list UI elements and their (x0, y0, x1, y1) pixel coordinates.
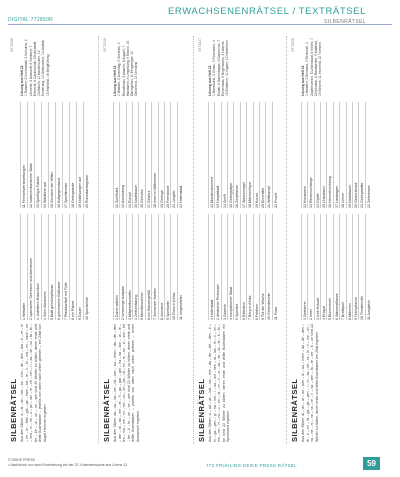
clue-item: 18 Insel im Mittelmeer (151, 102, 157, 208)
clue-item: 1 Hafenstadt (208, 214, 214, 320)
clue-item: 4 Sohn Abrahams (41, 214, 47, 320)
clue-item: 11 Fluss (272, 214, 278, 320)
clue-item: 2 schwierige Aufgabe (119, 214, 125, 320)
footer-issue: 772 FRÜHLING DEIKE PRESS RÄTSEL (206, 463, 298, 468)
puzzle-number: 0972026 (103, 38, 107, 52)
solution-text: 1 Halbzeit, 2 Einstand, 3 Reiseziel, 4 Zapfenstreich, 5 Lebenslauf, 6 Irrlicht, 7 Chorknabe, 8 Handwerker, 9 Kaltfront, 10 Einkehr, 11 Innenhof, 12 Trommel (305, 38, 323, 96)
footer-reprint-note: • Nachdruck nur nach Erscheinung bei der 22. Kalenderwoche aus Lizenz 12 (8, 462, 128, 467)
clue-item: 5 Blatt gemüsepflanze (48, 214, 54, 320)
clue-item: 5 Mondbewohner (138, 214, 144, 320)
clue-item: 19 Kurort (253, 102, 259, 208)
clue-item: 14 Rumpf (126, 102, 132, 208)
solution-title: Lösung aus Heft 22 (113, 65, 117, 96)
page-subtitle: SILBENRÄTSEL (323, 19, 366, 25)
clue-item: 4 Erbgut (320, 214, 326, 320)
clue-item: 12 Kunstwerk (301, 102, 307, 208)
puzzle-content (289, 36, 376, 444)
clue-item: 10 Fluss in Afrika (170, 214, 176, 320)
puzzle-instructions: Aus den Silben: ab – ax – ba – be – bil – bor – bu – chen – da – de – den – der – di – do – ein – el – fi – ga – gar – gel – ha – ka – kon – la – le – len – ma – me – mi – nel – no – on – pa – ra – rin – ro – se – si – son – tel – ter – ti – to – un – ve – zen sind 22 Wörter zu bilden, deren erste und dritte Buchstaben – jeweils von oben nach unten gelesen – einen Ausspruch ergeben. (113, 324, 140, 442)
clue-item: 11 Fernsehwerbezeitungen (20, 102, 26, 208)
puzzle-content (8, 36, 95, 444)
clue-item: 20 Gewürzkraut (352, 102, 358, 208)
puzzle-number: 0972028 (291, 38, 295, 52)
footer-copyright: © DEIKE PRESS (8, 458, 35, 462)
clue-item: 20 Ruhestandsgeber (83, 102, 89, 208)
clue-item: 10 Sportschuh (83, 214, 89, 320)
solution-block (113, 38, 185, 96)
clue-item: 2 spanischer Seemann und Abenteurer (27, 214, 33, 320)
solution-title: Lösung aus Heft 22 (208, 65, 212, 96)
clue-list (113, 100, 185, 320)
clue-list (301, 100, 373, 320)
clue-item: 15 Vorname der Witter (48, 102, 54, 208)
clue-item: 18 Gebirgsleute (69, 102, 75, 208)
clue-item: 15 Gebirgsjäger (227, 102, 233, 208)
clue-item: 18 Lehrer (339, 102, 345, 208)
clue-item: 7 Plastikartikel mit Tülle (62, 214, 68, 320)
puzzle-title: SILBENRÄTSEL (197, 378, 206, 442)
puzzle-number: 0972027 (198, 38, 202, 52)
solution-title: Lösung aus Heft 22 (20, 65, 24, 96)
puzzle-content (196, 36, 283, 444)
clue-item: 6 Wasserpflanze (333, 214, 339, 320)
puzzle-title: SILBENRÄTSEL (290, 378, 299, 442)
clue-item: 1 Weltalter (20, 214, 26, 320)
column-divider (286, 36, 287, 444)
clue-item: 22 Zeitmesser (365, 102, 371, 208)
clue-item: 20 Fremdwort (164, 102, 170, 208)
clue-item: 3 Jodeltiere Brauchtum (34, 214, 40, 320)
column-divider (193, 36, 194, 444)
puzzle-number: 0972025 (10, 38, 14, 52)
clue-item: 12 südamerikanischer Staat (27, 102, 33, 208)
clue-item: 15 Urlaubsort (320, 102, 326, 208)
clue-item: 8 Feldherr (253, 214, 259, 320)
solution-block (20, 38, 92, 96)
puzzle-column (101, 36, 188, 444)
clue-item: 19 Notlösungen auf (76, 102, 82, 208)
clue-item: 14 Schiff (221, 102, 227, 208)
clue-item: 11 Vorgesetzter (177, 214, 183, 320)
clue-item: 8 Märchen (346, 214, 352, 320)
clue-item: 17 Wasservogel (240, 102, 246, 208)
clue-item: 21 Wettkampf (265, 102, 271, 208)
clue-item: 9 Teichpflanze (352, 214, 358, 320)
header-right (168, 6, 366, 25)
puzzle-column (8, 36, 95, 444)
clue-item: 15 Nadelbaum (132, 102, 138, 208)
clue-item: 12 Schiffsteil (113, 102, 119, 208)
page-number: 59 (363, 457, 380, 470)
clue-item: 19 Nadelbaum (346, 102, 352, 208)
clue-item: 19 Gebirge (158, 102, 164, 208)
page-title: ERWACHSENENRÄTSEL / TEXTRÄTSEL (167, 6, 366, 17)
clue-item: 21 Jungtier (170, 102, 176, 208)
clue-item: 9 Dauer (76, 214, 82, 320)
clue-item: 16 Kultgegenstand (55, 102, 61, 208)
clue-item: 8 ein Planet (69, 214, 75, 320)
solution-text: 1 Rotwein, 2 Irrsinnstadt, 3 Vorkunst, 4 Uhrkette, 5 Auskunft, 6 Seefahrt, 7 Erbrecht, 8 Cardeschaft, 9 Kunststoff, 10 Abkehr, 11 Kamelrücken, 12 Forderung, 13 Glasmalerei, 14 Ausfall, 15 Fallhöhe, 16 Bergfrühling (24, 39, 50, 96)
puzzle-instructions: Aus den Silben: a – al – an – ber – bo – cho – de – den – dia – e – ef – ei – en – er – fekt – gal – ge – ham – ka – le – li – lo – ma – mi – nach – ne – neu – ni – no – o – pe – ran – re – rei – ren – ri – sa – se – so – ta – te – ter – tin – ul – un – ve – wel sind 20 Wörter zu bilden, deren erste und dritte Buchstaben – jeweils von oben nach unten gelesen – ein Zitat von Augst Heinrich ergeben. (20, 324, 47, 442)
column-divider (98, 36, 99, 444)
clue-item: 17 Lastwagen (333, 102, 339, 208)
clue-item: 10 Getreidesorte (265, 214, 271, 320)
clue-item: 6 Edelstein (240, 214, 246, 320)
clue-item: 1 Dame wählen (113, 214, 119, 320)
clue-item: 6 griechischer Bildhauer (55, 214, 61, 320)
puzzle-instructions: Aus den Silben: a – ad – an – bal – bo – che – da – de – del – den – e – er – ga – gen – gi – ha – hel – i – ka – kel – ken – la – lan – le – li – mi – mo – ne – ni – no – o – on – ra – re – ri – ro – sa – se – ta – te – ti – to – tor sind 22 Wörter zu bilden, deren erste und dritte Buchstaben ein Sprichwort ergeben. (208, 324, 231, 442)
clue-item: 5 Sportart (233, 214, 239, 320)
clue-list (20, 100, 92, 320)
solution-text: 1 Hanswurst, 2 Orkan, 3 Feuerwerk, 4 Eisbär, 5 Narrenkappe, 6 Dachrinne, 7 Eichenlaub, 8 Regenwurm, 9 Laterne, 10 Erdbeere, 11 Ingwer, 12 Nebelhorn (212, 39, 230, 96)
clue-item: 7 Brettspiel (339, 214, 345, 320)
product-code: DIGITAL 772850R (8, 17, 54, 23)
solution-text: 1 Wallach, 2 Anschlag, 3 Seebrise, 4 Reisefieber, 5 Abwehr, 6 Kuppel, 7 Handwerk, 8 Umgebung, 9 Rasen, 10 Dachgiebel, 11 Bergsteiger, 12 Gleichmut, 13 Verstand (117, 40, 139, 96)
clue-item: 13 Spielfigur Fatzke (34, 102, 40, 208)
footer-credit (8, 458, 127, 467)
puzzle-title: SILBENRÄTSEL (102, 378, 111, 442)
clue-item: 13 Ausrüstung (119, 102, 125, 208)
solution-block (301, 38, 373, 96)
clue-list (208, 100, 280, 320)
clue-item: 10 Theaterrolle (358, 214, 364, 320)
clue-item: 4 Zeitschätzung (132, 214, 138, 320)
clue-item: 11 Ausgleich (365, 214, 371, 320)
clue-item: 13 Riesenschlange (307, 102, 313, 208)
clue-item: 18 Märchenfigur (246, 102, 252, 208)
puzzle-column (196, 36, 283, 444)
clue-item: 14 Waldtiere auf (41, 102, 47, 208)
clue-item: 22 Hafenstadt (177, 102, 183, 208)
clue-item: 3 eine Holzart (314, 214, 320, 320)
clue-item: 5 Blumenkohl (326, 214, 332, 320)
puzzle-content (101, 36, 188, 444)
clue-item: 16 Gemüse (138, 102, 144, 208)
clue-item: 16 Zierpflanze (233, 102, 239, 208)
clue-item: 9 Spielkarte (164, 214, 170, 320)
clue-item: 2 deutscher Philosoph (214, 214, 220, 320)
clue-item: 16 Himmelsrichtung (326, 102, 332, 208)
clue-item: 20 Ehrentitel (259, 102, 265, 208)
clue-item: 17 Gewürz (145, 102, 151, 208)
solution-block (208, 38, 280, 96)
clue-item: 3 Mitgesellschafter (126, 214, 132, 320)
clue-item: 4 europäischer Staat (227, 214, 233, 320)
clue-item: 7 Berg in Afrika (246, 214, 252, 320)
puzzle-column (289, 36, 376, 444)
clue-item: 17 Sportstrecke (62, 102, 68, 208)
clue-item: 21 Gebirgskette (358, 102, 364, 208)
header-rule (8, 24, 392, 25)
puzzle-instructions: Aus den Silben: al – an – ar – be – ben – bi – bu – chen – da – de – den – di – e – en – fa – ga – ge – gen – i – in – ka – ke – la – le – li – me – mi – na – ne – ni – no – ra – re – ri – sa – sen – ta – te – ter – ti – un sind 22 Wörter zu bilden, deren erste und dritte Buchstaben ein Zitat ergeben. (301, 324, 319, 442)
clue-item: 7 Schweizer Kanton (151, 214, 157, 320)
solution-title: Lösung aus Heft 22 (301, 65, 305, 96)
clue-item: 6 ein Wassergefäß (145, 214, 151, 320)
clue-item: 3 Zubehör (221, 214, 227, 320)
clue-item: 14 Gipfel (314, 102, 320, 208)
puzzle-title: SILBENRÄTSEL (9, 378, 18, 442)
clue-item: 22 Frucht (272, 102, 278, 208)
clue-item: 2 Insel (307, 214, 313, 320)
clue-item: 9 Teil der Woche (259, 214, 265, 320)
clue-item: 13 Hauptstadt (214, 102, 220, 208)
clue-item: 8 Vorname (158, 214, 164, 320)
clue-item: 1 Seefahrer (301, 214, 307, 320)
clue-item: 12 Musikinstrument (208, 102, 214, 208)
